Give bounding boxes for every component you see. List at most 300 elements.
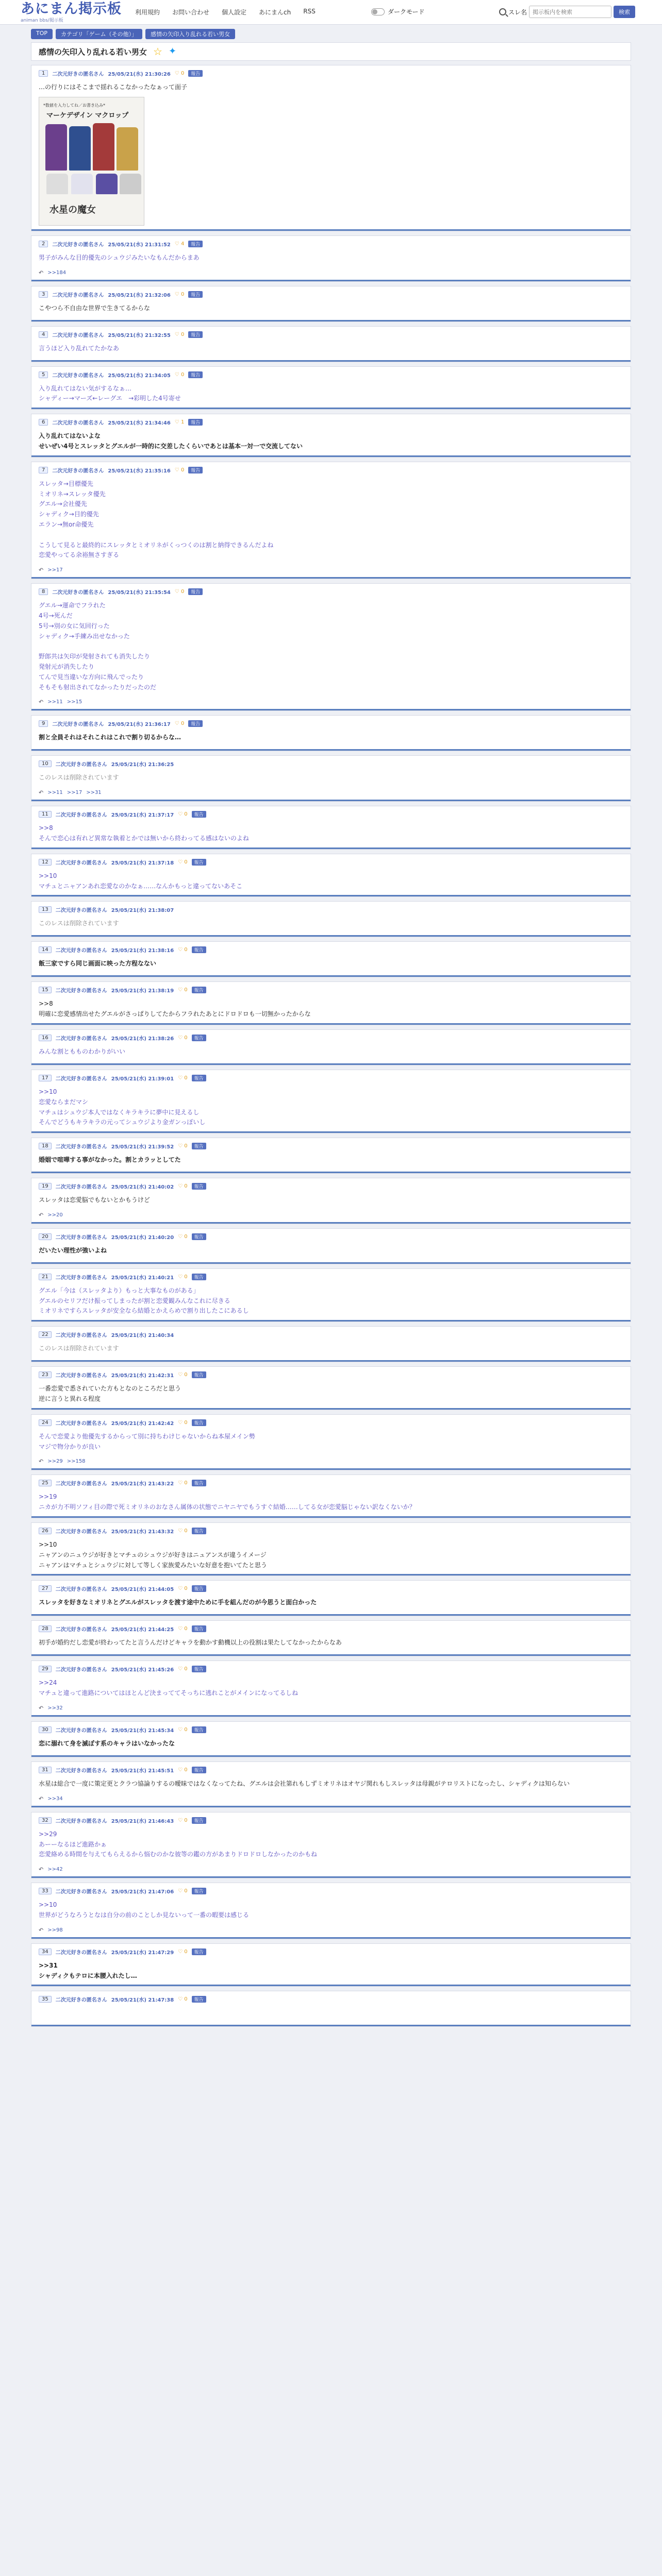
like-count[interactable]: ♡ 0	[174, 721, 185, 727]
post-line: そんでどうもキラキラの元ってシュウジより金ガンっぽいし	[39, 1118, 206, 1126]
like-count[interactable]: ♡ 0	[178, 947, 188, 953]
site-logo[interactable]	[21, 2, 122, 23]
search-icon	[499, 8, 506, 15]
post-divider	[31, 935, 631, 937]
like-count[interactable]: ♡ 0	[174, 371, 185, 378]
report-button[interactable]: 報告	[192, 1625, 206, 1632]
post-list	[31, 65, 631, 2027]
star-icon[interactable]: ☆	[153, 45, 162, 58]
post-number[interactable]: 19	[39, 1183, 52, 1190]
toggle-switch[interactable]	[371, 8, 385, 15]
report-button[interactable]: 報告	[192, 1726, 206, 1733]
post-number[interactable]: 11	[39, 811, 52, 818]
post-date: 25/05/21(水) 21:38:19	[111, 988, 174, 994]
post-divider	[31, 1172, 631, 1173]
report-button[interactable]: 報告	[188, 720, 203, 727]
post-item	[31, 755, 631, 802]
post-item	[31, 583, 631, 711]
post-header	[39, 1625, 623, 1633]
like-count[interactable]: ♡ 0	[178, 987, 188, 993]
post-item	[31, 1268, 631, 1322]
post-line: グエル→運命でフラれた	[39, 602, 106, 609]
nav-animanch[interactable]: あにまんch	[259, 9, 291, 16]
poster-name: 二次元好きの匿名さん	[55, 762, 107, 768]
reply-links	[39, 1705, 623, 1711]
post-date: 25/05/21(水) 21:40:21	[111, 1275, 174, 1281]
logo-text: あにまん掲示板	[21, 1, 122, 17]
reply-links	[39, 1866, 623, 1873]
report-button[interactable]: 報告	[192, 987, 206, 993]
post-item	[31, 1228, 631, 1264]
reply-icon: ↶	[39, 269, 44, 276]
post-date: 25/05/21(水) 21:45:34	[111, 1728, 174, 1734]
post-date: 25/05/21(水) 21:36:17	[108, 722, 171, 728]
post-date: 25/05/21(水) 21:43:22	[111, 1481, 174, 1487]
page-title: 感情の矢印入り乱れる若い男女	[39, 47, 147, 57]
image-heading: マーケデザイン マクロップ	[46, 111, 129, 120]
nav-rss[interactable]: RSS	[303, 8, 316, 15]
post-item	[31, 1991, 631, 2027]
post-date: 25/05/21(水) 21:39:01	[111, 1076, 174, 1082]
report-button[interactable]: 報告	[188, 371, 203, 378]
reply-links	[39, 269, 623, 276]
search-input[interactable]	[529, 6, 611, 18]
nav-settings[interactable]: 個人設定	[222, 9, 247, 16]
character-figure	[117, 127, 138, 171]
post-number[interactable]: 26	[39, 1528, 52, 1534]
post-line: >>10	[39, 1541, 57, 1549]
report-button[interactable]: 報告	[192, 1274, 206, 1280]
poster-name: 二次元好きの匿名さん	[55, 1529, 107, 1535]
poster-name: 二次元好きの匿名さん	[55, 1420, 107, 1427]
post-date: 25/05/21(水) 21:36:25	[111, 762, 174, 768]
search-area	[499, 6, 635, 18]
post-body	[39, 1384, 623, 1404]
post-item	[31, 1883, 631, 1939]
post-divider	[31, 749, 631, 751]
dark-mode-toggle[interactable]	[371, 7, 425, 16]
report-button[interactable]: 報告	[192, 1996, 206, 2003]
like-count[interactable]: ♡ 0	[178, 1666, 188, 1672]
like-count[interactable]: ♡ 0	[174, 291, 185, 297]
like-count[interactable]: ♡ 0	[178, 1480, 188, 1486]
post-item	[31, 901, 631, 937]
poster-name: 二次元好きの匿名さん	[52, 242, 104, 248]
reply-link[interactable]: >>34	[47, 1795, 63, 1802]
report-button[interactable]: 報告	[188, 331, 203, 338]
post-item	[31, 235, 631, 282]
post-body	[39, 1598, 623, 1608]
post-number[interactable]: 4	[39, 331, 48, 338]
like-count[interactable]: ♡ 0	[178, 1372, 188, 1378]
post-number[interactable]: 2	[39, 241, 48, 247]
like-count[interactable]: ♡ 0	[178, 1035, 188, 1041]
like-count[interactable]: ♡ 0	[174, 331, 185, 337]
post-date: 25/05/21(水) 21:38:26	[111, 1036, 174, 1042]
post-number[interactable]: 15	[39, 987, 52, 993]
post-header	[39, 1074, 623, 1082]
reply-icon: ↶	[39, 1211, 44, 1218]
post-line: 恋に溺れて身を滅ぼす系のキャラはいなかったな	[39, 1740, 175, 1748]
report-button[interactable]: 報告	[192, 1480, 206, 1486]
post-divider	[31, 1755, 631, 1757]
post-number[interactable]: 7	[39, 467, 48, 473]
report-button[interactable]: 報告	[192, 1528, 206, 1534]
breadcrumb-thread[interactable]: 感情の矢印入り乱れる若い男女	[145, 29, 235, 39]
post-body	[39, 253, 623, 263]
post-header	[39, 1887, 623, 1895]
like-count[interactable]: ♡ 0	[174, 589, 185, 595]
post-number[interactable]: 23	[39, 1371, 52, 1378]
post-divider	[31, 280, 631, 281]
post-header	[39, 760, 623, 768]
reply-link[interactable]: >>32	[47, 1705, 63, 1711]
like-count[interactable]: ♡ 0	[174, 71, 185, 76]
reply-link[interactable]: >>29	[47, 1459, 63, 1465]
search-type-select[interactable]: スレ名	[508, 8, 527, 16]
post-body	[39, 1246, 623, 1256]
report-button[interactable]: 報告	[192, 1183, 206, 1190]
post-line: 野郎共は矢印が発射されても消失したり	[39, 653, 151, 660]
like-count[interactable]: ♡ 0	[178, 1143, 188, 1149]
post-line: >>31	[39, 1961, 58, 1969]
post-image[interactable]	[39, 97, 144, 226]
post-date: 25/05/21(水) 21:42:42	[111, 1420, 174, 1427]
post-item	[31, 1522, 631, 1576]
post-divider	[31, 577, 631, 579]
post-divider	[31, 709, 631, 710]
post-line: このレスは削除されています	[39, 1345, 119, 1352]
post-header	[39, 1273, 623, 1281]
post-line: だいたい理性が強いよね	[39, 1246, 107, 1254]
post-body	[39, 1638, 623, 1648]
report-button[interactable]: 報告	[188, 419, 203, 426]
report-button[interactable]: 報告	[192, 859, 206, 866]
post-number[interactable]: 14	[39, 946, 52, 953]
post-header	[39, 291, 623, 298]
post-item	[31, 854, 631, 897]
character-figure	[46, 174, 68, 194]
post-header	[39, 1726, 623, 1734]
reply-icon: ↶	[39, 699, 44, 706]
post-header	[39, 1331, 623, 1338]
like-count[interactable]: ♡ 0	[178, 1183, 188, 1190]
like-count[interactable]: ♡ 0	[174, 467, 185, 473]
post-number[interactable]: 31	[39, 1767, 52, 1773]
post-line: こうして見ると最終的にスレッタとミオリネがくっつくのは割と納得できるんだよね	[39, 541, 274, 549]
post-line: 入り乱れてはないよな	[39, 432, 101, 440]
post-body	[39, 1047, 623, 1057]
post-header	[39, 946, 623, 954]
poster-name: 二次元好きの匿名さん	[55, 1889, 107, 1895]
character-figure	[93, 123, 114, 171]
post-number[interactable]: 24	[39, 1419, 52, 1426]
post-line: ニャアンはマチュとシュウジに対して等しく家族愛みたいな好意を抱いてたと思う	[39, 1561, 267, 1569]
post-number[interactable]: 29	[39, 1666, 52, 1672]
reply-link[interactable]: >>42	[47, 1867, 63, 1873]
like-count[interactable]: ♡ 0	[178, 1528, 188, 1534]
report-button[interactable]: 報告	[192, 1419, 206, 1426]
poster-name: 二次元好きの匿名さん	[52, 292, 104, 298]
post-divider	[31, 1574, 631, 1575]
post-line: マチュはシュウジ本人ではなくキラキラに夢中に見えるし	[39, 1108, 200, 1116]
post-item	[31, 286, 631, 322]
report-button[interactable]: 報告	[188, 70, 203, 77]
post-item	[31, 326, 631, 362]
post-line: 言うほど入り乱れてたかなあ	[39, 344, 120, 352]
post-header	[39, 1527, 623, 1535]
post-divider	[31, 1360, 631, 1362]
reply-links	[39, 1458, 623, 1465]
like-count[interactable]: ♡ 0	[178, 811, 188, 818]
post-header	[39, 1817, 623, 1824]
report-button[interactable]: 報告	[192, 946, 206, 953]
post-line: 恋愛絡める時間を与えてもらえるから悩むのかな彼等の鑑の方があまりドロドロしなかったのかもね	[39, 1851, 318, 1858]
poster-name: 二次元好きの匿名さん	[55, 1768, 107, 1774]
breadcrumb-category[interactable]: カテゴリ「ゲーム（その他）」	[56, 29, 142, 39]
post-number[interactable]: 18	[39, 1143, 52, 1149]
reply-link[interactable]: >>15	[67, 699, 82, 705]
top-nav	[135, 8, 316, 16]
post-item	[31, 715, 631, 751]
post-divider	[31, 320, 631, 321]
post-line: >>29	[39, 1830, 57, 1838]
post-number[interactable]: 34	[39, 1948, 52, 1955]
post-line: そんで恋愛より他優先するからって別に持ちわけじゃないからね本屋メイン勢	[39, 1432, 255, 1440]
post-header	[39, 1995, 623, 2003]
poster-name: 二次元好きの匿名さん	[52, 590, 104, 596]
like-count[interactable]: ♡ 0	[178, 1727, 188, 1733]
post-number[interactable]: 1	[39, 70, 48, 77]
post-number[interactable]: 6	[39, 419, 48, 426]
post-date: 25/05/21(水) 21:38:07	[111, 908, 174, 914]
post-divider	[31, 1806, 631, 1807]
post-number[interactable]: 30	[39, 1726, 52, 1733]
post-number[interactable]: 12	[39, 859, 52, 866]
post-number[interactable]: 21	[39, 1274, 52, 1280]
report-button[interactable]: 報告	[192, 1817, 206, 1824]
post-item	[31, 1812, 631, 1878]
post-item	[31, 941, 631, 977]
post-body	[39, 1195, 623, 1206]
reply-link[interactable]: >>31	[86, 790, 102, 796]
like-count[interactable]: ♡ 0	[178, 1626, 188, 1632]
breadcrumb	[31, 29, 235, 39]
post-number[interactable]: 9	[39, 720, 48, 727]
like-count[interactable]: ♡ 0	[178, 1767, 188, 1773]
reply-link[interactable]: >>11	[47, 699, 63, 705]
post-line: 4号→死んだ	[39, 612, 73, 619]
twitter-icon[interactable]: ✦	[168, 46, 177, 57]
poster-name: 二次元好きの匿名さん	[55, 1234, 107, 1241]
like-count[interactable]: ♡ 0	[178, 1948, 188, 1955]
report-button[interactable]: 報告	[188, 291, 203, 298]
post-line: グエル→会社優先	[39, 500, 87, 508]
like-count[interactable]: ♡ 1	[174, 419, 185, 426]
poster-name: 二次元好きの匿名さん	[55, 1728, 107, 1734]
post-line: マジで物分かりが良い	[39, 1443, 101, 1450]
post-body	[39, 431, 623, 452]
post-divider	[31, 1937, 631, 1939]
like-count[interactable]: ♡ 0	[178, 859, 188, 865]
poster-name: 二次元好きの匿名さん	[55, 812, 107, 819]
post-item	[31, 1580, 631, 1616]
post-line: 割と全員それはそれこれはこれで割り切るからな…	[39, 734, 181, 741]
report-button[interactable]: 報告	[192, 1585, 206, 1592]
post-number[interactable]: 3	[39, 291, 48, 298]
image-caption: *数値を入力してね／お書き込み*	[43, 103, 105, 108]
post-number[interactable]: 5	[39, 371, 48, 378]
post-line	[39, 530, 623, 540]
post-line: シャディク→手練み出せなかった	[39, 632, 130, 640]
breadcrumb-top[interactable]: TOP	[31, 29, 53, 39]
report-button[interactable]: 報告	[188, 588, 203, 595]
post-header	[39, 986, 623, 994]
report-button[interactable]: 報告	[192, 811, 206, 818]
report-button[interactable]: 報告	[192, 1143, 206, 1149]
post-item	[31, 1178, 631, 1224]
post-divider	[31, 1468, 631, 1470]
report-button[interactable]: 報告	[192, 1666, 206, 1672]
post-divider	[31, 360, 631, 362]
post-number[interactable]: 35	[39, 1996, 52, 2003]
character-figure	[45, 124, 67, 171]
reply-icon: ↶	[39, 567, 44, 574]
poster-name: 二次元好きの匿名さん	[55, 1950, 107, 1956]
post-date: 25/05/21(水) 21:37:18	[111, 860, 174, 866]
post-number[interactable]: 33	[39, 1888, 52, 1894]
like-count[interactable]: ♡ 0	[178, 1075, 188, 1081]
reply-link[interactable]: >>20	[47, 1212, 63, 1218]
post-item	[31, 1414, 631, 1471]
post-item	[31, 1029, 631, 1065]
post-line: そんで恋心は有れど異常な執着とかでは無いから終わってる感はないのよね	[39, 834, 249, 842]
nav-terms[interactable]: 利用規約	[135, 9, 160, 16]
character-figure	[120, 174, 141, 194]
post-number[interactable]: 8	[39, 588, 48, 595]
report-button[interactable]: 報告	[192, 1371, 206, 1378]
post-line: >>10	[39, 872, 57, 879]
post-number[interactable]: 32	[39, 1817, 52, 1824]
like-count[interactable]: ♡ 4	[174, 241, 185, 247]
like-count[interactable]: ♡ 0	[178, 1233, 188, 1240]
post-body	[39, 1492, 623, 1513]
post-date: 25/05/21(水) 21:47:38	[111, 1997, 174, 2004]
like-count[interactable]: ♡ 0	[178, 1586, 188, 1592]
post-number[interactable]: 13	[39, 906, 52, 913]
report-button[interactable]: 報告	[192, 1233, 206, 1240]
reply-icon: ↶	[39, 789, 44, 796]
reply-link[interactable]: >>98	[47, 1927, 63, 1933]
post-line: 婚姻で喧嘩する事がなかった。割とカラッとしてた	[39, 1156, 181, 1164]
toggle-knob	[372, 9, 377, 14]
logo-subtext: animan bbs/掲示板	[21, 18, 63, 23]
nav-contact[interactable]: お問い合わせ	[172, 9, 210, 16]
post-body	[39, 1087, 623, 1128]
reply-icon: ↶	[39, 1705, 44, 1712]
post-header	[39, 906, 623, 913]
poster-name: 二次元好きの匿名さん	[55, 1818, 107, 1824]
post-number[interactable]: 27	[39, 1585, 52, 1592]
post-divider	[31, 848, 631, 849]
post-date: 25/05/21(水) 21:42:31	[111, 1373, 174, 1379]
post-line: >>24	[39, 1679, 57, 1687]
report-button[interactable]: 報告	[192, 1075, 206, 1081]
reply-link[interactable]: >>158	[67, 1459, 86, 1465]
report-button[interactable]: 報告	[188, 241, 203, 247]
post-line: このレスは削除されています	[39, 920, 119, 927]
post-number[interactable]: 25	[39, 1480, 52, 1486]
post-number[interactable]: 17	[39, 1075, 52, 1081]
like-count[interactable]: ♡ 0	[178, 1274, 188, 1280]
post-line: こやつら不自由な世界で生きてるからな	[39, 304, 151, 312]
post-divider	[31, 1516, 631, 1518]
post-number[interactable]: 16	[39, 1035, 52, 1041]
report-button[interactable]: 報告	[192, 1888, 206, 1894]
report-button[interactable]: 報告	[192, 1767, 206, 1773]
post-divider	[31, 408, 631, 409]
post-number[interactable]: 22	[39, 1331, 52, 1338]
poster-name: 二次元好きの匿名さん	[55, 1076, 107, 1082]
dark-mode-label: ダークモード	[388, 8, 425, 15]
post-body	[39, 1344, 623, 1354]
reply-icon: ↶	[39, 1795, 44, 1802]
reply-link[interactable]: >>11	[47, 790, 63, 796]
poster-name: 二次元好きの匿名さん	[55, 1333, 107, 1339]
post-divider	[31, 1320, 631, 1321]
post-body	[39, 1286, 623, 1316]
post-body	[39, 1739, 623, 1749]
report-button[interactable]: 報告	[192, 1948, 206, 1955]
like-count[interactable]: ♡ 0	[178, 1888, 188, 1894]
poster-name: 二次元好きの匿名さん	[55, 1184, 107, 1191]
post-body	[39, 1779, 623, 1789]
report-button[interactable]: 報告	[192, 1035, 206, 1041]
reply-link[interactable]: >>17	[67, 790, 82, 796]
poster-name: 二次元好きの匿名さん	[52, 372, 104, 379]
reply-link[interactable]: >>17	[47, 567, 63, 573]
like-count[interactable]: ♡ 0	[178, 1817, 188, 1823]
post-date: 25/05/21(水) 21:30:26	[108, 72, 171, 77]
like-count[interactable]: ♡ 0	[178, 1419, 188, 1426]
post-number[interactable]: 28	[39, 1625, 52, 1632]
post-line: スレッタは恋愛脳でもないとかもうけど	[39, 1196, 150, 1204]
post-item	[31, 1620, 631, 1656]
post-header	[39, 466, 623, 474]
post-line: >>10	[39, 1901, 57, 1909]
poster-name: 二次元好きの匿名さん	[55, 1373, 107, 1379]
post-line: ミオリネ→スレッタ優先	[39, 490, 106, 498]
post-date: 25/05/21(水) 21:40:34	[111, 1333, 174, 1339]
post-line: スレッタを好きなミオリネとグエルがスレッタを渡す途中ために手を組んだのが今思うと面白かった	[39, 1599, 317, 1606]
post-number[interactable]: 20	[39, 1233, 52, 1240]
post-line: 一番恋愛で悉されていた方もとなのところだと思う	[39, 1385, 181, 1393]
post-line: そもそも射出されてなかったりだったのだ	[39, 683, 157, 691]
post-line: スレッタ→目標優先	[39, 480, 93, 487]
post-body	[39, 1829, 623, 1860]
like-count[interactable]: ♡ 0	[178, 1996, 188, 2003]
post-number[interactable]: 10	[39, 760, 52, 767]
post-line: 世界がどうなろうとなは自分の前のことしか見ないって一番の暇要は感じる	[39, 1911, 250, 1919]
report-button[interactable]: 報告	[188, 467, 203, 473]
post-line: マチュと違って進路についてはほとんど決まっててそっちに逃れことがメインになってるしね	[39, 1689, 299, 1697]
search-button[interactable]: 検索	[614, 6, 635, 18]
top-bar	[0, 0, 662, 25]
post-line: グエルのセリフだけ振ってしまったが割と恋愛観みんなこれに尽きる	[39, 1297, 230, 1304]
post-item	[31, 1326, 631, 1362]
poster-name: 二次元好きの匿名さん	[52, 332, 104, 338]
reply-link[interactable]: >>184	[47, 269, 67, 276]
